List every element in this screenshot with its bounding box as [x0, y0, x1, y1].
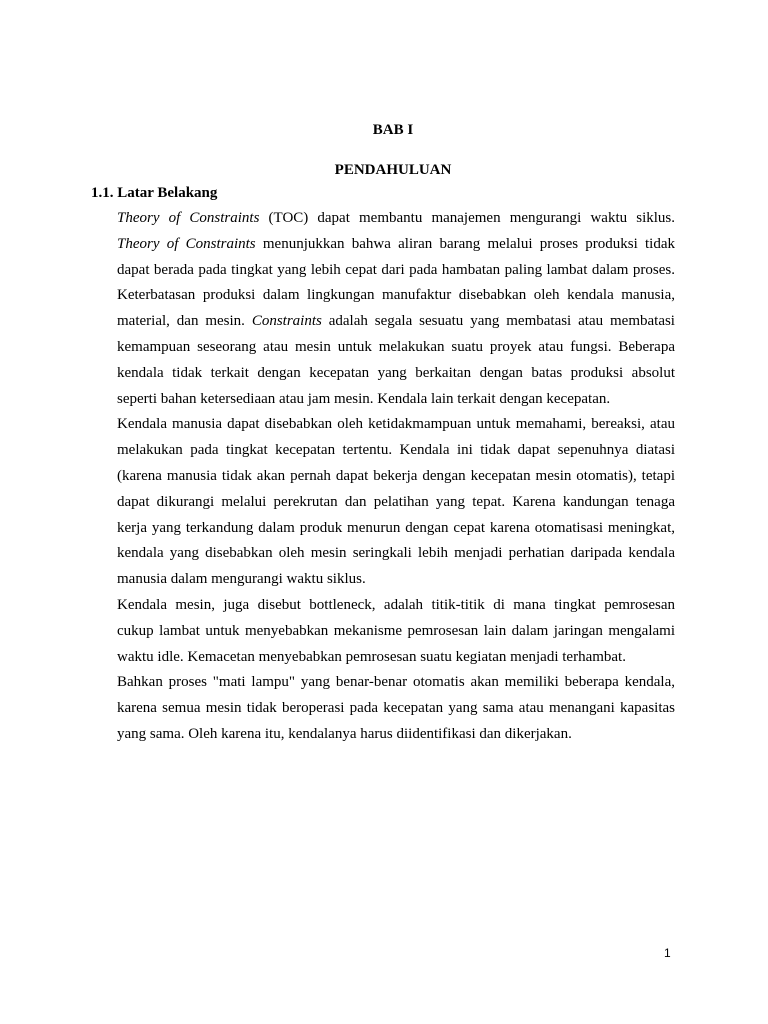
paragraph-line: Theory of Constraints menunjukkan bahwa aliran barang melalui proses produksi tidak [117, 235, 676, 252]
paragraph-line: dapat berada pada tingkat yang lebih cepat dari pada hambatan paling lambat dalam proses. [117, 261, 675, 278]
paragraph-line: material, dan mesin. Constraints adalah segala sesuatu yang membatasi atau membatasi [117, 313, 675, 330]
paragraph [117, 670, 675, 747]
paragraph-line: Kendala manusia dapat disebabkan oleh ketidakmampuan untuk memahami, bereaksi, atau [117, 416, 675, 433]
paragraph-line: kendala yang disebabkan oleh mesin seringkali lebih menjadi perhatian daripada kendala [117, 545, 675, 562]
paragraph [117, 412, 675, 593]
paragraph [117, 206, 675, 412]
paragraph-line: Theory of Constraints (TOC) dapat membantu manajemen mengurangi waktu siklus. [117, 210, 676, 226]
paragraph-line: kemampuan seseorang atau mesin untuk melakukan suatu proyek atau fungsi. Beberapa [117, 338, 675, 355]
page-number: 1 [664, 946, 671, 960]
chapter-number [0, 121, 768, 139]
chapter-title [0, 161, 768, 179]
paragraph-line: Kendala mesin, juga disebut bottleneck, adalah titik-titik di mana tingkat pemrosesan [117, 596, 675, 613]
paragraph-line: Bahkan proses "mati lampu" yang benar-benar otomatis akan memiliki beberapa kendala, [117, 674, 675, 691]
chapter-number-text: BAB I [372, 122, 414, 138]
paragraph-line: waktu idle. Kemacetan menyebabkan pemrosesan suatu kegiatan menjadi terhambat. [117, 648, 626, 665]
paragraph-line: dapat dikurangi melalui perekrutan dan pelatihan yang tepat. Karena kandungan tenaga [117, 493, 675, 510]
paragraph-line: kendala tidak terkait dengan kecepatan yang berkaitan dengan batas produksi absolut [117, 364, 675, 381]
paragraph-line: karena semua mesin tidak beroperasi pada kecepatan yang sama atau menangani kapasitas [117, 700, 675, 717]
section-heading: 1.1. Latar Belakang [91, 185, 218, 201]
paragraph [117, 593, 675, 670]
paragraph-line: seperti bahan ketersediaan atau jam mesin. Kendala lain terkait dengan kecepatan. [117, 390, 611, 407]
chapter-title-text: PENDAHULUAN [334, 162, 452, 178]
paragraph-line: Keterbatasan produksi dalam lingkungan manufaktur disebabkan oleh kendala manusia, [117, 287, 675, 304]
paragraph-line: manusia dalam mengurangi waktu siklus. [117, 571, 366, 588]
paragraph-line: (karena manusia tidak akan pernah dapat bekerja dengan kecepatan mesin otomatis), tetapi [117, 467, 675, 484]
paragraph-line: yang sama. Oleh karena itu, kendalanya harus diidentifikasi dan dikerjakan. [117, 725, 572, 742]
paragraph-line: melakukan pada tingkat kecepatan tertentu. Kendala ini tidak dapat sepenuhnya diatasi [117, 442, 675, 459]
body-text [117, 206, 675, 748]
paragraph-line: cukup lambat untuk menyebabkan mekanisme pemrosesan lain dalam jaringan mengalami [117, 622, 675, 639]
paragraph-line: kerja yang terkandung dalam produk menurun dengan cepat karena otomatisasi meningkat, [117, 519, 675, 536]
